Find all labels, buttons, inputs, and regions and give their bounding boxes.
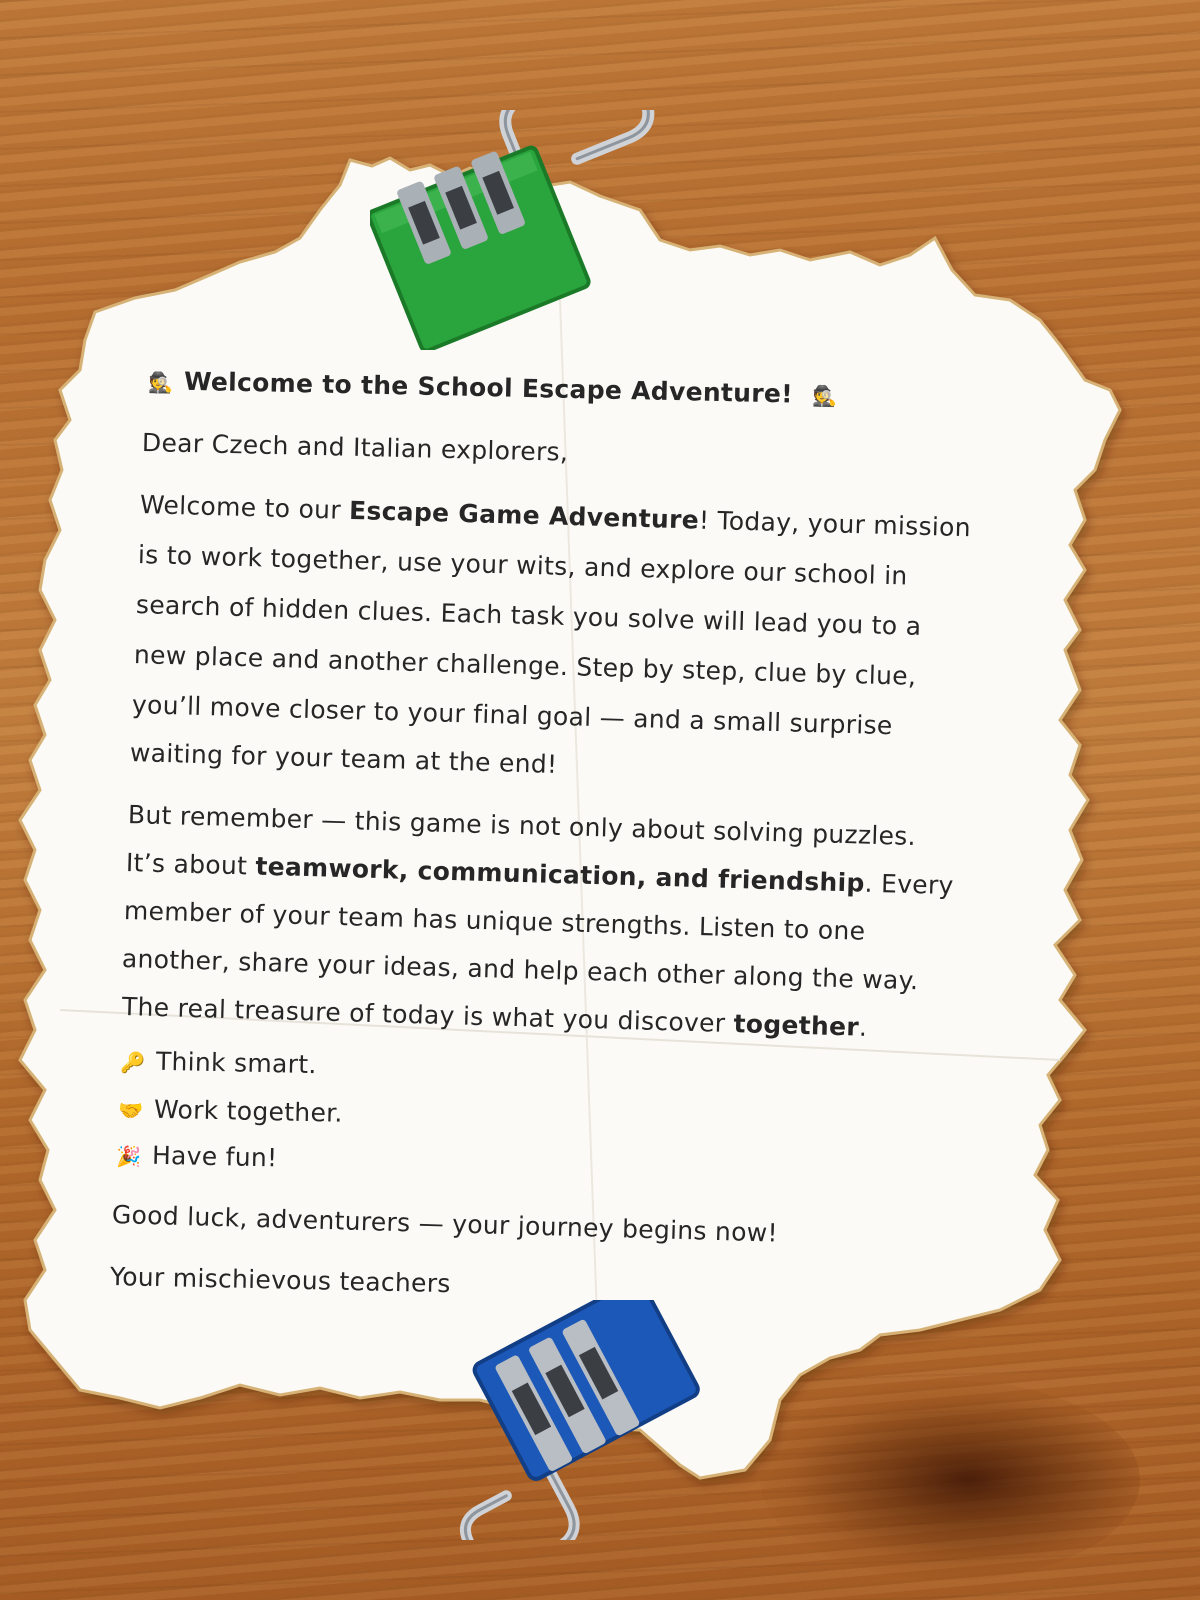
greeting: Dear Czech and Italian explorers, — [141, 428, 569, 467]
signature: Your mischievous teachers — [109, 1262, 451, 1299]
escape-game-bold: Escape Game Adventure — [348, 495, 700, 535]
p1-line-4: new place and another challenge. Step by step, clue by clue, — [133, 640, 917, 691]
p1-line-3: search of hidden clues. Each task you solve will lead you to a — [135, 590, 922, 641]
p2-line-3: member of your team has unique strengths. Listen to one — [123, 896, 866, 946]
together-bold: together — [733, 1009, 860, 1042]
key-icon: 🔑 — [120, 1050, 146, 1075]
p1-line-6: waiting for your team at the end! — [129, 738, 558, 779]
p2-line-5: The real treasure of today is what you discover together. — [121, 992, 868, 1042]
p1-line-5: you’ll move closer to your final goal — and a small surprise — [131, 690, 893, 741]
title-text: Welcome to the School Escape Adventure! — [183, 366, 794, 409]
detective-icon-right: 🕵 — [812, 383, 838, 409]
p2-line-2: It’s about teamwork, communication, and friendship. Every — [125, 848, 955, 901]
bullet-item-1: 🔑 Think smart. — [120, 1046, 317, 1080]
closing-line: Good luck, adventurers — your journey begins now! — [111, 1200, 779, 1248]
bullet-item-2: 🤝 Work together. — [118, 1094, 344, 1128]
detective-icon: 🕵 — [148, 370, 174, 395]
handshake-icon: 🤝 — [118, 1098, 144, 1123]
p2-line-4: another, share your ideas, and help each other along the way. — [121, 944, 919, 996]
party-popper-icon: 🎉 — [116, 1144, 142, 1169]
p1-line-1: Welcome to our Escape Game Adventure! Today, your mission — [139, 490, 972, 543]
teamwork-bold: teamwork, communication, and friendship — [255, 851, 866, 898]
p2-line-1: But remember — this game is not only about solving puzzles. — [127, 800, 917, 852]
p1-line-2: is to work together, use your wits, and explore our school in — [137, 540, 908, 591]
bullet-item-3: 🎉 Have fun! — [116, 1140, 278, 1173]
letter-title — [148, 366, 849, 410]
